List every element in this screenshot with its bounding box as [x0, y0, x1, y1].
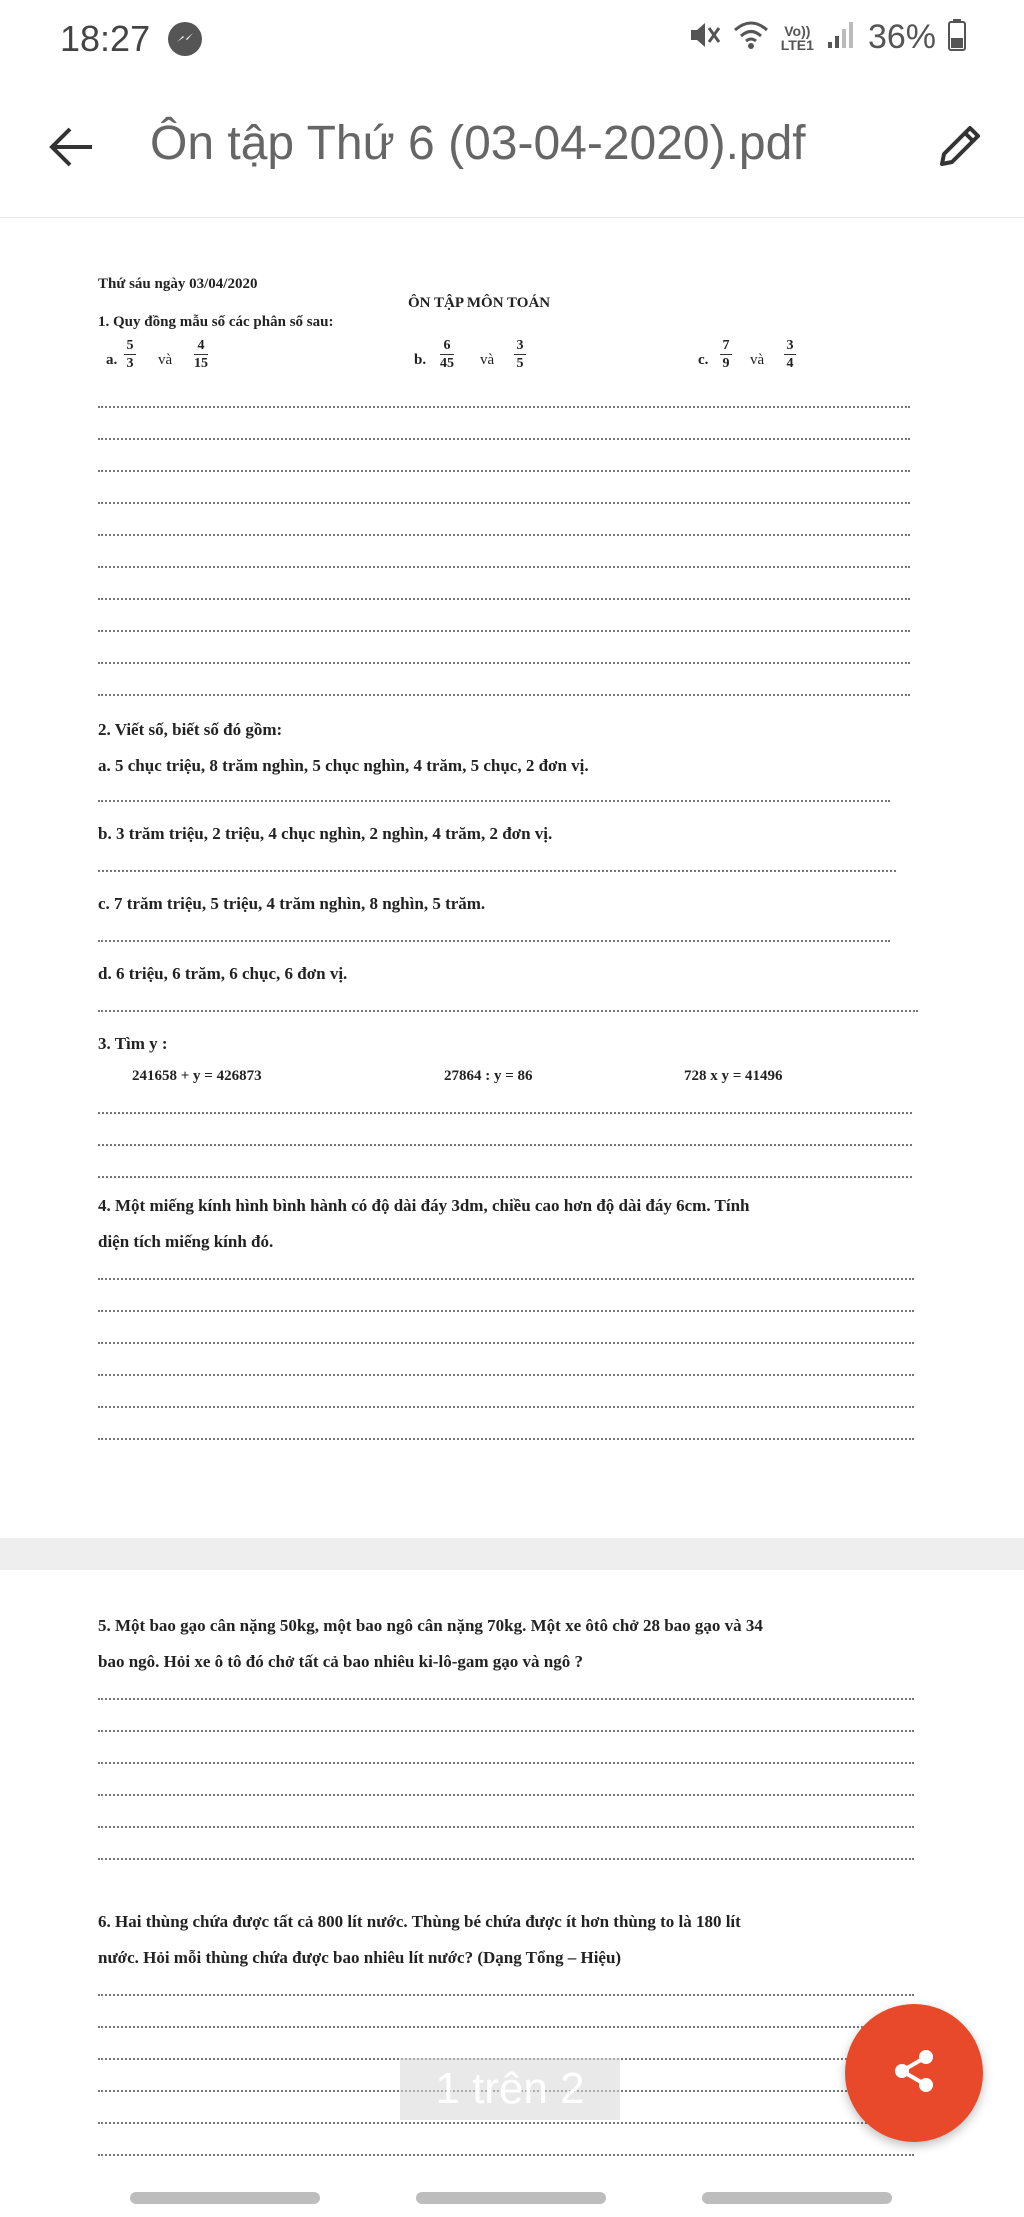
- nav-recents-button[interactable]: [130, 2192, 320, 2204]
- answer-line: [98, 1730, 914, 1732]
- q3-title: 3. Tìm y :: [98, 1034, 168, 1053]
- navigation-bar: [0, 2182, 1024, 2217]
- answer-line: [98, 630, 910, 632]
- pencil-icon: [934, 122, 984, 177]
- q1-a-label: a.: [106, 352, 118, 368]
- q2-title: 2. Viết số, biết số đó gồm:: [98, 720, 283, 739]
- lte-indicator: [781, 24, 814, 52]
- share-icon: [888, 2045, 940, 2102]
- q4-line-1: 4. Một miếng kính hình bình hành có độ dài đáy 3dm, chiều cao hơn độ dài đáy 6cm. Tính: [98, 1196, 750, 1215]
- answer-line: [98, 1144, 912, 1146]
- answer-line: [98, 662, 910, 664]
- q5-line-1: 5. Một bao gạo cân nặng 50kg, một bao ngô cân nặng 70kg. Một xe ôtô chở 28 bao gạo và 34: [98, 1616, 763, 1635]
- share-button[interactable]: [845, 2004, 983, 2142]
- answer-line: [98, 1010, 918, 1012]
- numerator: 5: [126, 338, 134, 353]
- q6-line-2: nước. Hỏi mỗi thùng chứa được bao nhiêu lít nước? (Dạng Tổng – Hiệu): [98, 1948, 622, 1967]
- back-button[interactable]: [36, 114, 106, 184]
- numerator: 3: [786, 338, 794, 353]
- document-title: Ôn tập Thứ 6 (03-04-2020).pdf: [150, 117, 806, 170]
- answer-line: [98, 1762, 914, 1764]
- q1-c-and: và: [750, 352, 765, 368]
- date-line: Thứ sáu ngày 03/04/2020: [98, 276, 258, 292]
- q2-item-c: c. 7 trăm triệu, 5 triệu, 4 trăm nghìn, 8 nghìn, 5 trăm.: [98, 894, 486, 913]
- answer-line: [98, 1994, 914, 1996]
- denominator: 5: [516, 356, 524, 371]
- status-time: 18:27: [60, 18, 151, 59]
- denominator: 15: [194, 356, 208, 371]
- answer-line: [98, 502, 910, 504]
- q1-b-label: b.: [414, 352, 427, 368]
- denominator: 45: [440, 356, 454, 371]
- numerator: 6: [443, 338, 451, 353]
- answer-line: [98, 1310, 914, 1312]
- wifi-icon: [733, 20, 769, 55]
- q1-c-label: c.: [698, 352, 709, 368]
- answer-line: [98, 438, 910, 440]
- back-arrow-icon: [48, 127, 94, 172]
- lte-bottom-label: LTE1: [780, 36, 814, 53]
- fraction-6-45: [440, 338, 454, 371]
- q2-item-b: b. 3 trăm triệu, 2 triệu, 4 chục nghìn, 2 nghìn, 4 trăm, 2 đơn vị.: [98, 824, 553, 843]
- edit-button[interactable]: [924, 114, 994, 184]
- pdf-page-1: [0, 218, 1024, 1538]
- fraction-5-3: [124, 338, 136, 371]
- fraction-3-5: [514, 338, 526, 371]
- pdf-viewer[interactable]: [0, 218, 1024, 2217]
- answer-line: [98, 1794, 914, 1796]
- status-icons: [687, 18, 966, 57]
- q1-title: 1. Quy đồng mẫu số các phân số sau:: [98, 314, 334, 330]
- q2-item-d: d. 6 triệu, 6 trăm, 6 chục, 6 đơn vị.: [98, 964, 348, 983]
- page-indicator: 1 trên 2: [400, 2058, 620, 2120]
- answer-line: [98, 1176, 912, 1178]
- answer-line: [98, 1438, 914, 1440]
- page-separator: [0, 1538, 1024, 1570]
- messenger-icon: [168, 22, 202, 56]
- lte-top-label: Vo)): [784, 22, 811, 39]
- answer-line: [98, 1112, 912, 1114]
- answer-line: [98, 406, 910, 408]
- answer-line: [98, 1826, 914, 1828]
- answer-line: [98, 566, 910, 568]
- answer-line: [98, 940, 890, 942]
- denominator: 3: [126, 356, 134, 371]
- answer-line: [98, 2122, 914, 2124]
- nav-home-button[interactable]: [416, 2192, 606, 2204]
- answer-line: [98, 1858, 914, 1860]
- nav-back-button[interactable]: [702, 2192, 892, 2204]
- answer-line: [98, 694, 910, 696]
- fraction-3-4: [784, 338, 796, 371]
- q4-line-2: diện tích miếng kính đó.: [98, 1232, 274, 1251]
- q1-a-and: và: [158, 352, 173, 368]
- answer-line: [98, 1278, 914, 1280]
- q2-item-a: a. 5 chục triệu, 8 trăm nghìn, 5 chục nghìn, 4 trăm, 5 chục, 2 đơn vị.: [98, 756, 589, 775]
- answer-line: [98, 1374, 914, 1376]
- worksheet-heading: ÔN TẬP MÔN TOÁN: [408, 295, 551, 311]
- answer-line: [98, 2154, 914, 2156]
- answer-line: [98, 534, 910, 536]
- fraction-7-9: [720, 338, 732, 371]
- q5-line-2: bao ngô. Hỏi xe ô tô đó chở tất cả bao nhiêu ki-lô-gam gạo và ngô ?: [98, 1652, 583, 1671]
- answer-line: [98, 1406, 914, 1408]
- numerator: 7: [722, 338, 730, 353]
- q3-equation-3: 728 x y = 41496: [684, 1068, 783, 1084]
- signal-icon: [826, 20, 856, 55]
- battery-percent: 36%: [867, 18, 936, 56]
- status-bar: [0, 0, 1024, 80]
- answer-line: [98, 2026, 914, 2028]
- answer-line: [98, 1698, 914, 1700]
- battery-icon: [948, 19, 966, 56]
- q3-equation-2: 27864 : y = 86: [444, 1068, 533, 1084]
- answer-line: [98, 800, 890, 802]
- app-bar: [0, 80, 1024, 218]
- q1-b-and: và: [480, 352, 495, 368]
- numerator: 4: [197, 338, 205, 353]
- q6-line-1: 6. Hai thùng chứa được tất cả 800 lít nước. Thùng bé chứa được ít hơn thùng to là 180 lít: [98, 1912, 741, 1931]
- fraction-4-15: [194, 338, 208, 371]
- answer-line: [98, 1342, 914, 1344]
- mute-icon: [687, 20, 721, 55]
- denominator: 4: [786, 356, 794, 371]
- numerator: 3: [516, 338, 524, 353]
- answer-line: [98, 470, 910, 472]
- answer-line: [98, 870, 896, 872]
- q3-equation-1: 241658 + y = 426873: [132, 1068, 262, 1084]
- answer-line: [98, 598, 910, 600]
- denominator: 9: [722, 356, 730, 371]
